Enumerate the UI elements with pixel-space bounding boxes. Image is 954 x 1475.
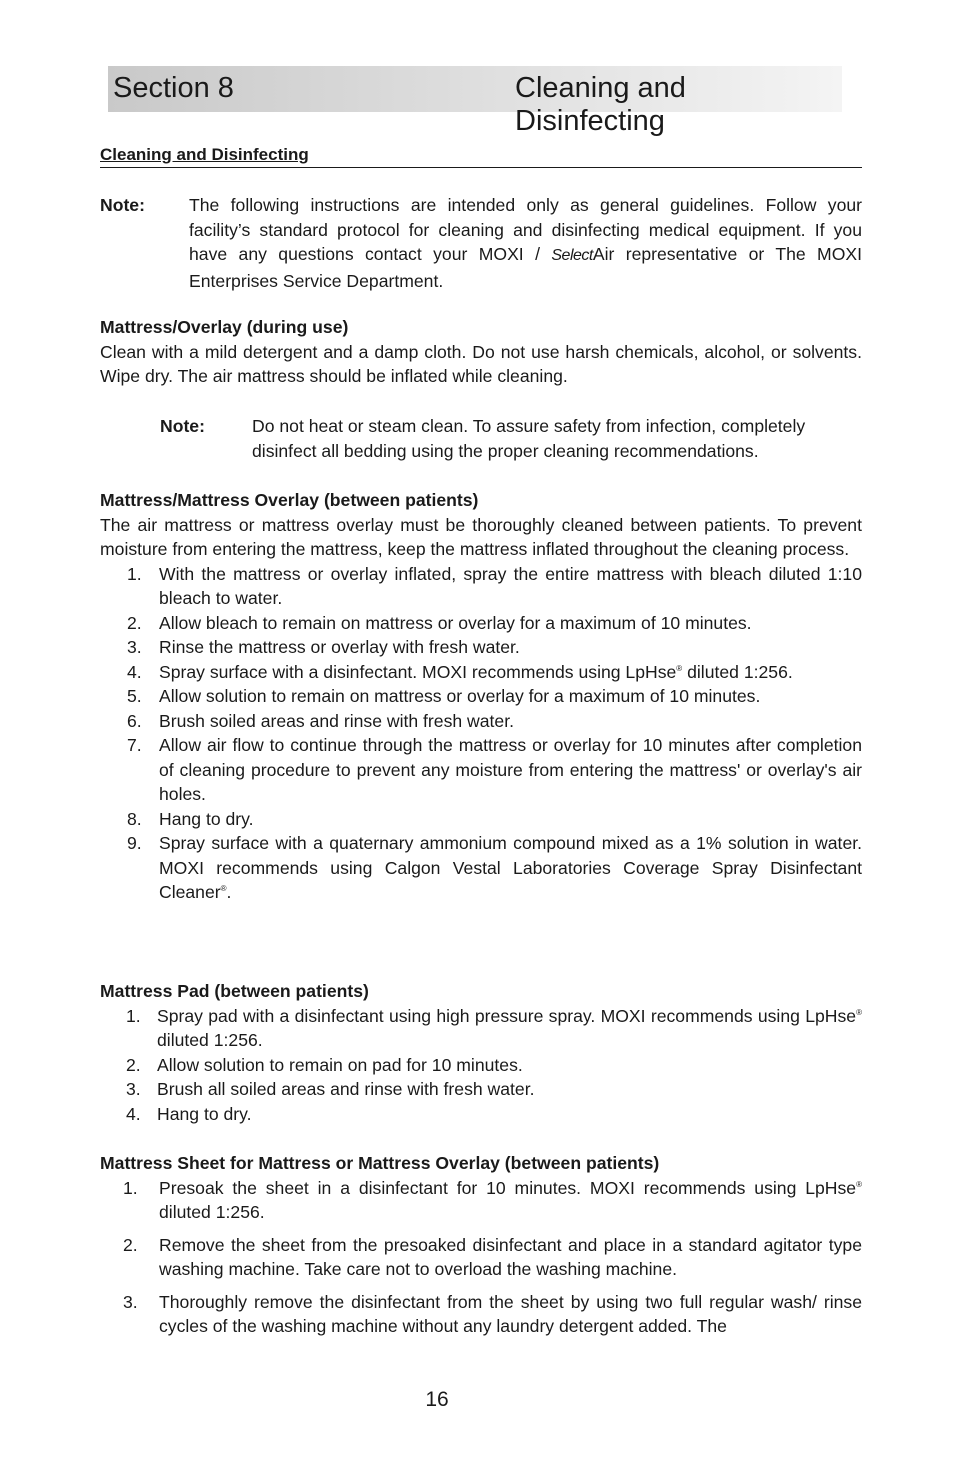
subheading [100, 145, 862, 168]
page-number: 16 [425, 1388, 449, 1411]
sheet-heading: Mattress Sheet for Mattress or Mattress Overlay (between patients) [100, 1153, 660, 1173]
note2-label: Note: [160, 416, 205, 436]
note2-body: Do not heat or steam clean. To assure safety from infection, completely disinfect all bedding using the proper cleaning recommendations. [252, 416, 806, 461]
sheet-steps [100, 1176, 862, 1339]
note-body: The following instructions are intended only as general guidelines. Follow your facility’s standard protocol for cleaning and disinfecting medical equipment. If you have any questions contact your MOXI / SelectAir representative or The MOXI Enterprises Service Department. [189, 195, 863, 291]
list-item: 4. Spray surface with a disinfectant. MOXI recommends using LpHse® diluted 1:256. [127, 661, 793, 682]
list-item: 3. Rinse the mattress or overlay with fresh water. [127, 637, 520, 657]
between-patients-heading: Mattress/Mattress Overlay (between patients) [100, 490, 479, 510]
note-label: Note: [100, 195, 145, 215]
note-general [100, 193, 862, 293]
note-heat [160, 414, 862, 463]
during-use-section [100, 315, 862, 389]
list-item: 9. Spray surface with a quaternary ammonium compound mixed as a 1% solution in water. MOXI recommends using Calgon Vestal Laboratories Coverage Spray Disinfectant Cleaner®. [127, 833, 862, 902]
list-item: 1. With the mattress or overlay inflated, spray the entire mattress with bleach diluted 1:10 bleach to water. [127, 563, 862, 608]
sheet-section [100, 1151, 862, 1347]
section-header [108, 66, 842, 137]
list-item: 1. Spray pad with a disinfectant using high pressure spray. MOXI recommends using LpHse® diluted 1:256. [126, 1005, 862, 1050]
between-patients-steps [100, 562, 862, 905]
between-patients-intro: The air mattress or mattress overlay must be thoroughly cleaned between patients. To prevent moisture from entering the mattress, keep the mattress inflated throughout the cleaning process. [100, 514, 862, 559]
between-patients-section [100, 488, 862, 905]
list-item: 4. Hang to dry. [126, 1103, 252, 1124]
list-item: 7. Allow air flow to continue through the mattress or overlay for 10 minutes after completion of cleaning procedure to prevent any moisture from entering the mattress' or overlay's air holes. [127, 735, 862, 804]
subheading-text: Cleaning and Disinfecting [100, 145, 309, 164]
pad-heading: Mattress Pad (between patients) [100, 981, 369, 1001]
list-item: 2. Allow bleach to remain on mattress or overlay for a maximum of 10 minutes. [127, 612, 752, 633]
section-title: Cleaning and Disinfecting [515, 72, 686, 137]
list-item: 3. Thoroughly remove the disinfectant from the sheet by using two full regular wash/ rinse cycles of the washing machine without any laundry detergent added. The [123, 1291, 862, 1336]
during-use-heading: Mattress/Overlay (during use) [100, 317, 349, 337]
list-item: 2. Allow solution to remain on pad for 10 minutes. [126, 1054, 523, 1075]
list-item: 6. Brush soiled areas and rinse with fresh water. [127, 710, 514, 731]
pad-steps [100, 1004, 862, 1127]
during-use-text: Clean with a mild detergent and a damp cloth. Do not use harsh chemicals, alcohol, or solvents. Wipe dry. The air mattress should be inflated while cleaning. [100, 341, 862, 386]
list-item: 5. Allow solution to remain on mattress or overlay for a maximum of 10 minutes. [127, 686, 761, 706]
pad-section [100, 979, 862, 1126]
list-item: 1. Presoak the sheet in a disinfectant for 10 minutes. MOXI recommends using LpHse® diluted 1:256. [123, 1177, 862, 1222]
select-italic: Select [551, 247, 593, 264]
section-number: Section 8 [113, 72, 234, 104]
list-item: 3. Brush all soiled areas and rinse with fresh water. [126, 1079, 535, 1099]
list-item: 8. Hang to dry. [127, 808, 254, 829]
list-item: 2. Remove the sheet from the presoaked disinfectant and place in a standard agitator type washing machine. Take care not to overload the washing machine. [123, 1234, 862, 1279]
